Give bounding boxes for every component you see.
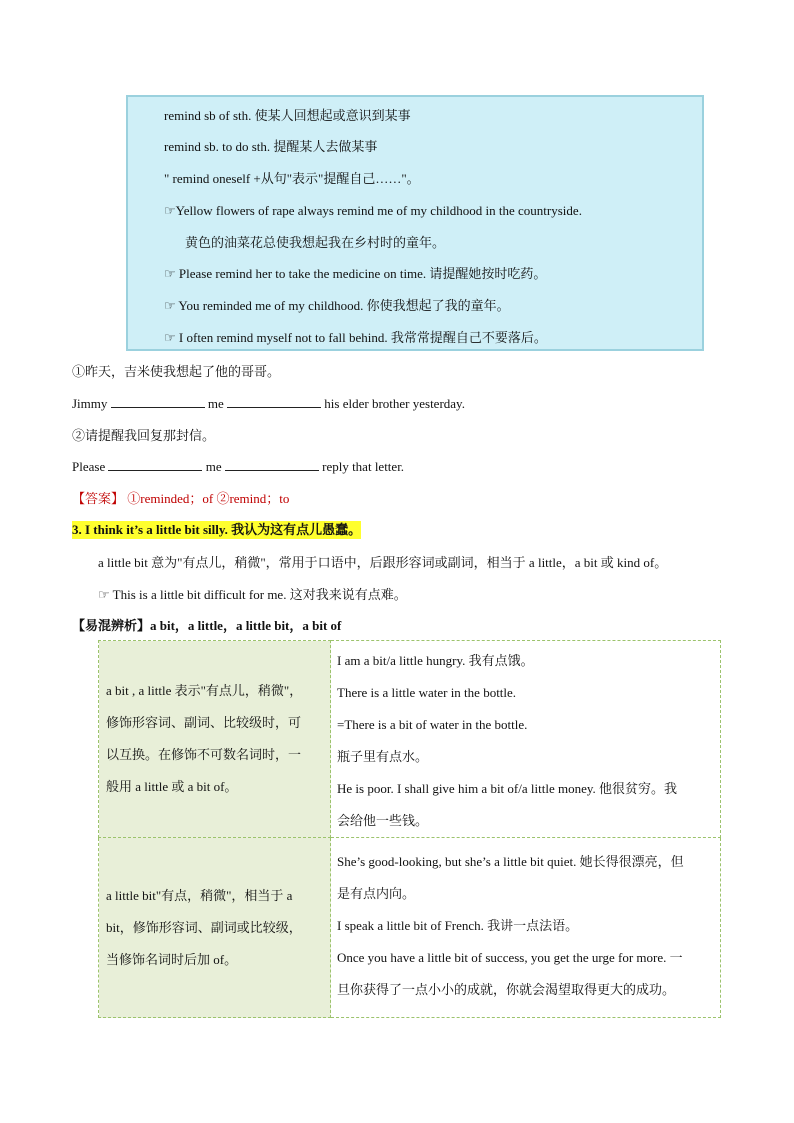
cell-line: He is poor. I shall give him a bit of/a little money. 他很贫穷。我	[337, 781, 677, 796]
table-row	[99, 641, 721, 838]
box-line: ☞ I often remind myself not to fall behind. 我常常提醒自己不要落后。	[164, 330, 547, 345]
table-cell-usage	[99, 641, 331, 838]
cell-line: =There is a bit of water in the bottle.	[337, 717, 528, 732]
section-3-heading: 3. I think it’s a little bit silly. 我认为这有点儿愚蠢。	[72, 522, 362, 537]
cell-line: a little bit"有点，稍微"，相当于 a	[106, 887, 293, 903]
exercise-1-start: Jimmy	[72, 396, 108, 411]
box-line: ☞ Please remind her to take the medicine on time. 请提醒她按时吃药。	[164, 266, 547, 281]
table-cell-examples	[331, 641, 721, 838]
cell-line: 旦你获得了一点小小的成就，你就会渴望取得更大的成功。	[337, 982, 676, 997]
exercise-2-prompt: ②请提醒我回复那封信。	[72, 428, 216, 443]
box-line: remind sb of sth. 使某人回想起或意识到某事	[164, 108, 411, 123]
box-line: remind sb. to do sth. 提醒某人去做某事	[164, 139, 378, 154]
exercise-2-end: reply that letter.	[322, 459, 405, 474]
answer-text: ①reminded；of ②remind；to	[127, 491, 290, 506]
box-line: 黄色的油菜花总使我想起我在乡村时的童年。	[185, 235, 446, 250]
cell-line: 是有点内向。	[337, 886, 416, 901]
cell-line: Once you have a little bit of success, you get the urge for more. 一	[337, 950, 683, 965]
cell-line: 当修饰名词时后加 of。	[106, 951, 238, 967]
answer-line	[72, 490, 289, 508]
exercise-1-sentence	[72, 395, 465, 413]
blank-field[interactable]	[227, 395, 321, 408]
answer-label: 【答案】	[72, 491, 125, 506]
blank-field[interactable]	[225, 458, 319, 471]
cell-line: She’s good-looking, but she’s a little bit quiet. 她长得很漂亮，但	[337, 854, 684, 869]
compare-label: 【易混辨析】	[72, 618, 151, 633]
exercise-2-start: Please	[72, 459, 106, 474]
cell-line: I am a bit/a little hungry. 我有点饿。	[337, 653, 534, 668]
cell-line: There is a little water in the bottle.	[337, 685, 517, 700]
cell-line: a bit , a little 表示"有点儿，稍微"，	[106, 683, 303, 698]
box-line: ☞ You reminded me of my childhood. 你使我想起了我的童年。	[164, 298, 510, 313]
section-3-example: ☞ This is a little bit difficult for me. 这对我来说有点难。	[98, 587, 407, 602]
cell-line: 会给他一些钱。	[337, 813, 429, 828]
table-cell-examples	[331, 838, 721, 1018]
section-3-explanation: a little bit 意为"有点儿，稍微"，常用于口语中，后跟形容词或副词，相当于 a little，a bit 或 kind of。	[98, 555, 668, 570]
exercise-2-mid: me	[205, 459, 222, 474]
table-cell-usage	[99, 838, 331, 1018]
cell-line: 以互换。在修饰不可数名词时，一	[106, 747, 302, 762]
blank-field[interactable]	[108, 458, 202, 471]
cell-line: 瓶子里有点水。	[337, 749, 429, 764]
cell-line: 般用 a little 或 a bit of。	[106, 779, 238, 794]
cell-line: I speak a little bit of French. 我讲一点法语。	[337, 918, 579, 933]
compare-heading	[72, 617, 341, 635]
remind-usage-box	[126, 95, 704, 351]
exercise-1-prompt: ①昨天，吉米使我想起了他的哥哥。	[72, 364, 281, 379]
blank-field[interactable]	[111, 395, 205, 408]
cell-line: 修饰形容词、副词、比较级时，可	[106, 715, 302, 730]
exercise-2-sentence	[72, 458, 404, 476]
exercise-1-mid: me	[207, 396, 224, 411]
comparison-table	[98, 640, 721, 1018]
exercise-1-end: his elder brother yesterday.	[324, 396, 465, 411]
cell-line: bit，修饰形容词、副词或比较级，	[106, 919, 302, 935]
compare-terms: a bit，a little，a little bit，a bit of	[150, 618, 342, 633]
box-line: ☞Yellow flowers of rape always remind me of my childhood in the countryside.	[164, 203, 582, 218]
table-row	[99, 838, 721, 1018]
box-line: " remind oneself +从句"表示"提醒自己……"。	[164, 171, 420, 186]
